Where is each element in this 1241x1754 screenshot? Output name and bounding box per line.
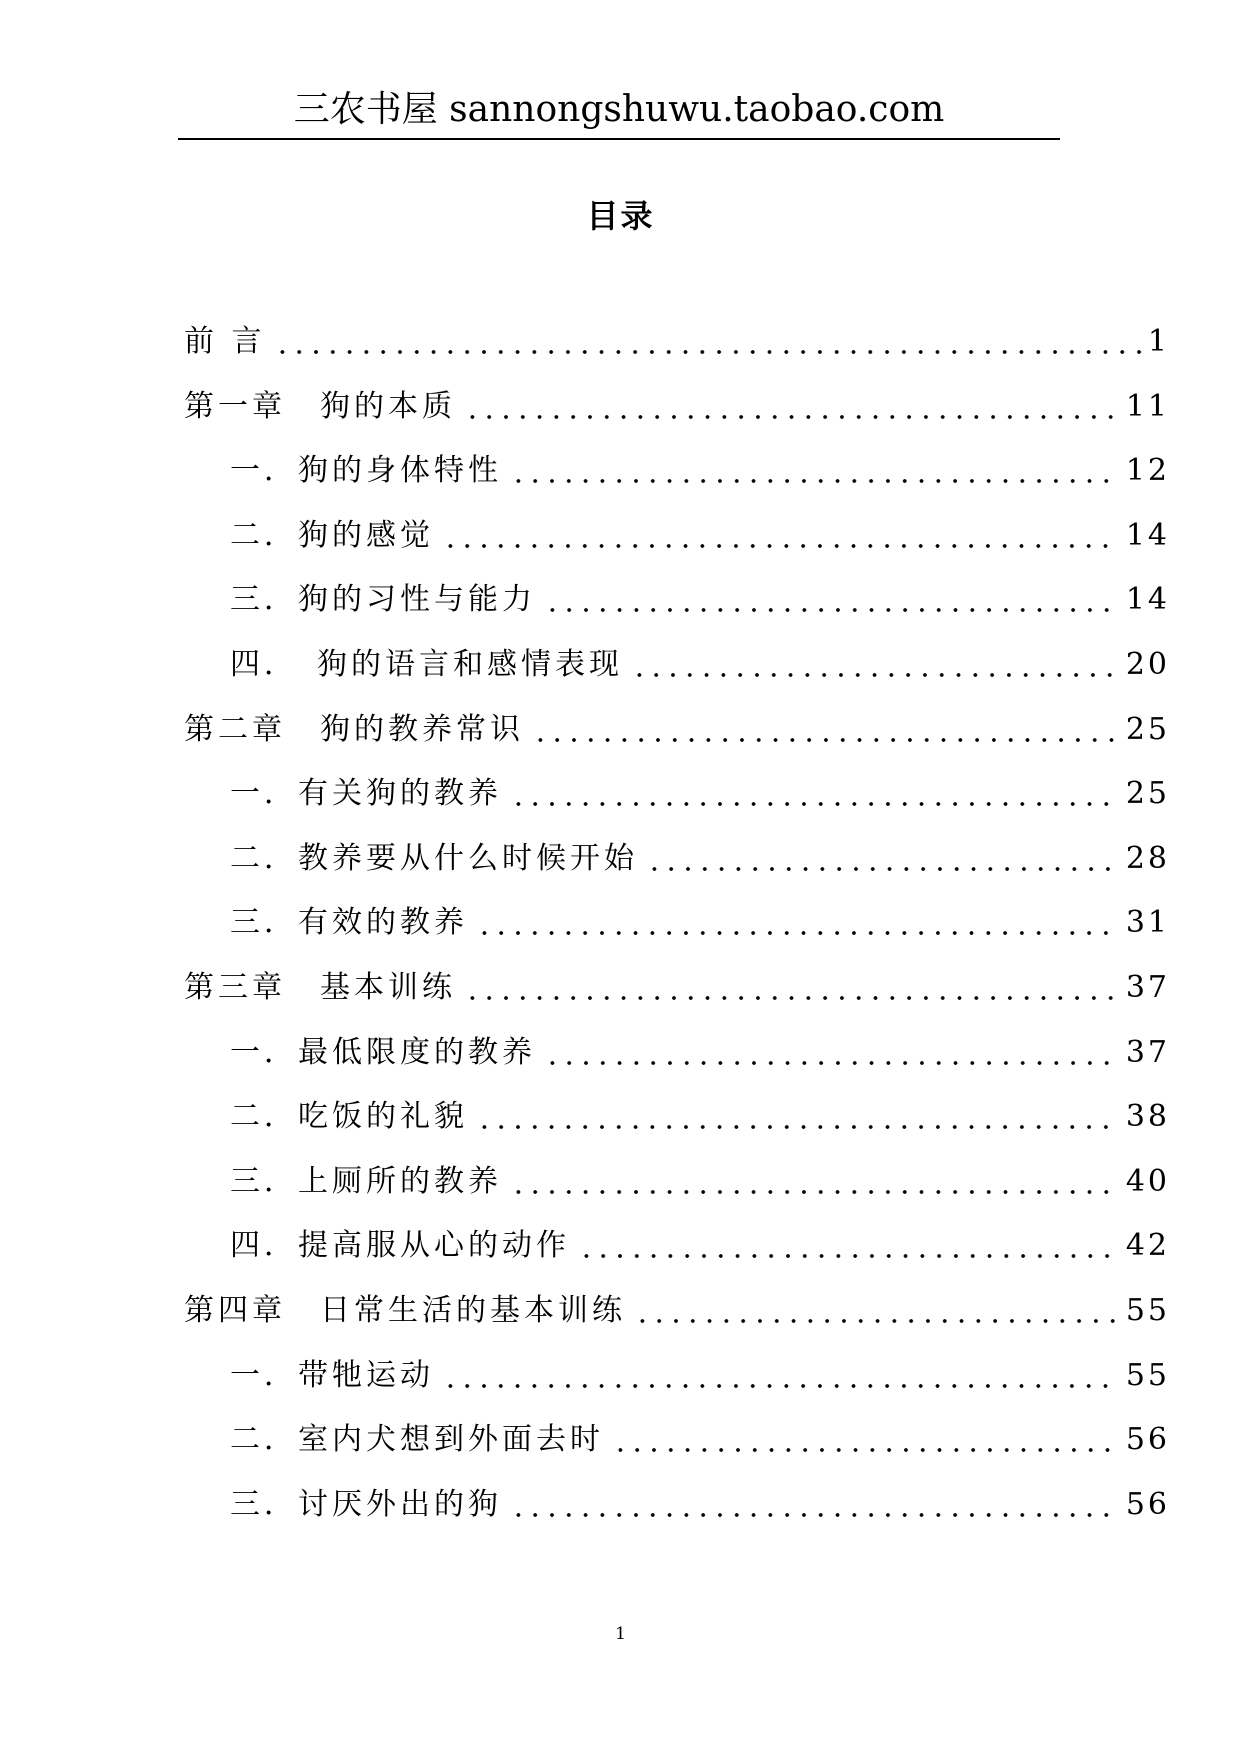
toc-entry-page: 20 <box>1125 647 1170 682</box>
toc-entry-page: 42 <box>1125 1228 1170 1264</box>
toc-dot-leader <box>464 383 1120 431</box>
toc-entry-page: 38 <box>1125 1099 1170 1135</box>
toc-entry-section[interactable] <box>230 899 1170 947</box>
toc-entry-chapter-1[interactable] <box>184 383 1170 431</box>
toc-entry-label: 一．带牠运动 <box>230 1357 434 1393</box>
toc-entry-label: 第四章 日常生活的基本训练 <box>184 1293 626 1328</box>
toc-entry-page: 25 <box>1125 776 1170 812</box>
toc-entry-page: 56 <box>1125 1422 1170 1458</box>
toc-title: 目录 <box>586 197 655 235</box>
page-number: 1 <box>615 1624 626 1644</box>
toc-dot-leader <box>476 1093 1120 1141</box>
toc-entry-label: 二．室内犬想到外面去时 <box>230 1422 604 1458</box>
toc-dot-leader <box>274 318 1142 366</box>
toc-entry-label: 四． 狗的语言和感情表现 <box>230 647 623 682</box>
toc-entry-label: 前 言 <box>184 324 266 359</box>
toc-entry-page: 55 <box>1125 1357 1170 1393</box>
toc-entry-label: 二．狗的感觉 <box>230 517 434 553</box>
toc-entry-page: 40 <box>1125 1163 1170 1199</box>
toc-entry-section[interactable] <box>230 1222 1170 1270</box>
toc-dot-leader <box>442 512 1120 560</box>
toc-dot-leader <box>612 1416 1120 1464</box>
toc-entry-section[interactable] <box>230 1352 1170 1400</box>
toc-entry-page: 55 <box>1125 1293 1170 1328</box>
toc-entry-label: 四．提高服从心的动作 <box>230 1228 570 1264</box>
toc-entry-label: 三．有效的教养 <box>230 905 468 941</box>
toc-entry-chapter-2[interactable] <box>184 706 1170 754</box>
toc-dot-leader <box>544 1029 1120 1077</box>
toc-entry-label: 第二章 狗的教养常识 <box>184 711 524 747</box>
toc-dot-leader <box>532 706 1120 754</box>
toc-entry-section[interactable] <box>230 447 1170 495</box>
toc-entry-page: 31 <box>1125 905 1170 941</box>
toc-dot-leader <box>442 1352 1120 1400</box>
toc-entry-label: 一．最低限度的教养 <box>230 1034 536 1070</box>
toc-entry-section[interactable] <box>230 641 1170 689</box>
toc-entry-page: 25 <box>1125 711 1170 747</box>
toc-entry-page: 11 <box>1125 388 1170 424</box>
toc-dot-leader <box>510 770 1120 818</box>
toc-dot-leader <box>631 641 1120 689</box>
toc-entry-label: 三．狗的习性与能力 <box>230 582 536 618</box>
toc-dot-leader <box>510 447 1120 495</box>
toc-dot-leader <box>510 1158 1120 1206</box>
toc-dot-leader <box>634 1287 1120 1335</box>
toc-dot-leader <box>646 835 1120 883</box>
toc-entry-label: 第一章 狗的本质 <box>184 388 456 424</box>
page-header: 三农书屋 sannongshuwu.taobao.com <box>293 89 945 130</box>
toc-dot-leader <box>578 1222 1120 1270</box>
toc-entry-page: 56 <box>1125 1486 1170 1522</box>
toc-dot-leader <box>544 576 1120 624</box>
header-rule <box>178 138 1060 140</box>
toc-entry-page: 37 <box>1125 1034 1170 1070</box>
toc-entry-label: 二．吃饭的礼貌 <box>230 1099 468 1135</box>
toc-entry-page: 28 <box>1125 840 1170 876</box>
toc-dot-leader <box>510 1481 1120 1529</box>
toc-entry-page: 14 <box>1125 582 1170 618</box>
toc-entry-section[interactable] <box>230 1158 1170 1206</box>
toc-entry-preface[interactable] <box>184 318 1170 366</box>
toc-entry-section[interactable] <box>230 1093 1170 1141</box>
toc-dot-leader <box>464 964 1120 1012</box>
toc-entry-section[interactable] <box>230 1029 1170 1077</box>
toc-entry-label: 三．上厕所的教养 <box>230 1163 502 1199</box>
toc-entry-section[interactable] <box>230 835 1170 883</box>
toc-entry-section[interactable] <box>230 770 1170 818</box>
toc-entry-label: 一．有关狗的教养 <box>230 776 502 812</box>
toc-entry-label: 一．狗的身体特性 <box>230 453 502 489</box>
toc-entry-page: 12 <box>1125 453 1170 489</box>
toc-entry-page: 37 <box>1125 970 1170 1005</box>
toc-entry-page: 14 <box>1125 517 1170 553</box>
toc-entry-chapter-3[interactable] <box>184 964 1170 1012</box>
toc-entry-section[interactable] <box>230 1481 1170 1529</box>
toc-entry-label: 三．讨厌外出的狗 <box>230 1486 502 1522</box>
toc-entry-section[interactable] <box>230 512 1170 560</box>
toc-entry-chapter-4[interactable] <box>184 1287 1170 1335</box>
toc-entry-section[interactable] <box>230 1416 1170 1464</box>
toc-entry-label: 第三章 基本训练 <box>184 970 456 1005</box>
toc-entry-page: 1 <box>1147 324 1170 359</box>
toc-entry-section[interactable] <box>230 576 1170 624</box>
toc-dot-leader <box>476 899 1120 947</box>
toc-entry-label: 二．教养要从什么时候开始 <box>230 840 638 876</box>
